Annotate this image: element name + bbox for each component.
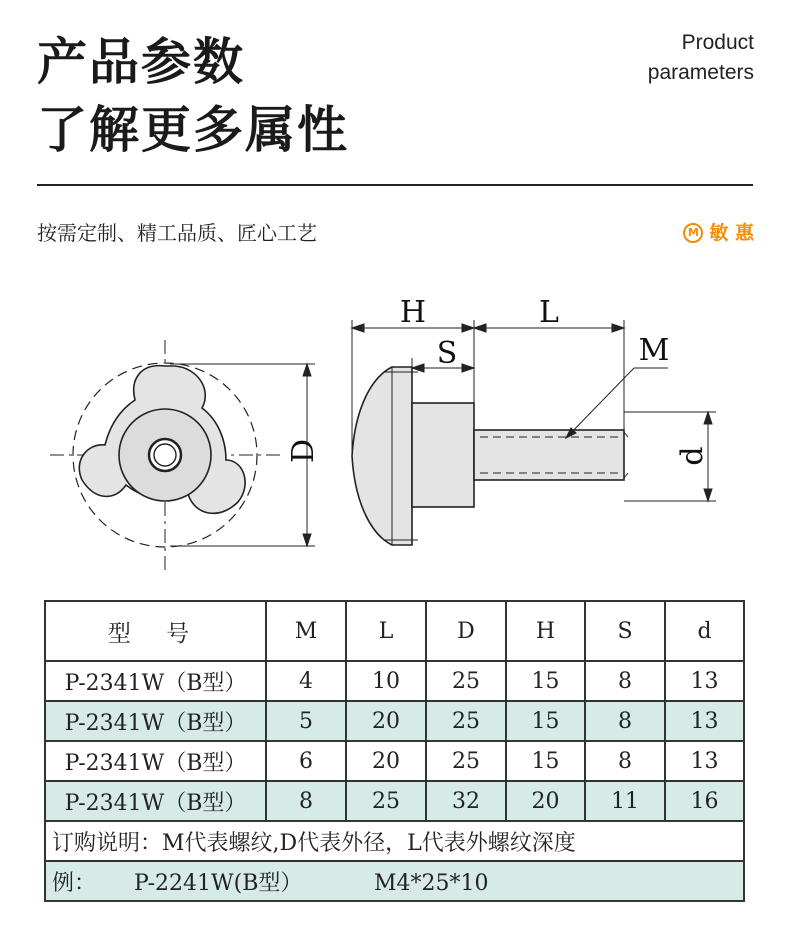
label-S: S bbox=[436, 336, 458, 371]
cell-L: 25 bbox=[346, 781, 426, 821]
front-view bbox=[50, 340, 280, 570]
cell-model: P-2341W（B型） bbox=[45, 781, 266, 821]
cell-model: P-2341W（B型） bbox=[45, 701, 266, 741]
example-model: P-2241W(B型） bbox=[134, 870, 303, 896]
cell-D: 32 bbox=[426, 781, 506, 821]
label-H: H bbox=[399, 295, 427, 330]
header-M: M bbox=[266, 601, 346, 661]
cell-D: 25 bbox=[426, 741, 506, 781]
cell-S: 8 bbox=[585, 661, 665, 701]
knob-shoulder bbox=[412, 403, 474, 507]
page-title-line-2: 了解更多属性 bbox=[37, 101, 349, 159]
example-cell bbox=[45, 861, 744, 901]
example-spec: M4*25*10 bbox=[374, 870, 489, 896]
cell-M: 4 bbox=[266, 661, 346, 701]
header-D: D bbox=[426, 601, 506, 661]
table-row bbox=[45, 661, 744, 701]
brand-mark-icon: M bbox=[683, 223, 703, 243]
header-d: d bbox=[665, 601, 744, 661]
technical-drawing bbox=[0, 280, 790, 580]
header-H: H bbox=[506, 601, 585, 661]
dimension-L bbox=[474, 320, 624, 430]
cell-L: 20 bbox=[346, 701, 426, 741]
cell-model: P-2341W（B型） bbox=[45, 661, 266, 701]
dimension-M bbox=[566, 368, 668, 438]
table-header-row bbox=[45, 601, 744, 661]
cell-d: 13 bbox=[665, 661, 744, 701]
knob-head-profile bbox=[352, 367, 412, 545]
slogan: 按需定制、精工品质、匠心工艺 bbox=[37, 221, 317, 245]
example-row bbox=[45, 861, 744, 901]
cell-H: 20 bbox=[506, 781, 585, 821]
table-row bbox=[45, 701, 744, 741]
english-title-line-2: parameters bbox=[647, 61, 754, 84]
table-row bbox=[45, 781, 744, 821]
order-note: 订购说明：M代表螺纹,D代表外径，L代表外螺纹深度 bbox=[45, 821, 744, 861]
header-model: 型 号 bbox=[45, 601, 266, 661]
header-L: L bbox=[346, 601, 426, 661]
side-view bbox=[352, 367, 628, 545]
cell-d: 13 bbox=[665, 701, 744, 741]
label-D: D bbox=[286, 438, 321, 464]
cell-L: 20 bbox=[346, 741, 426, 781]
brand-logo bbox=[683, 218, 754, 248]
header-S: S bbox=[585, 601, 665, 661]
cell-L: 10 bbox=[346, 661, 426, 701]
cell-M: 6 bbox=[266, 741, 346, 781]
page-title-line-1: 产品参数 bbox=[37, 33, 245, 91]
table-row bbox=[45, 741, 744, 781]
english-title-line-1: Product bbox=[681, 31, 754, 54]
example-label: 例： bbox=[52, 870, 97, 896]
cell-S: 11 bbox=[585, 781, 665, 821]
brand-name: 敏 惠 bbox=[709, 222, 754, 244]
cell-d: 13 bbox=[665, 741, 744, 781]
cell-H: 15 bbox=[506, 741, 585, 781]
cell-D: 25 bbox=[426, 661, 506, 701]
cell-D: 25 bbox=[426, 701, 506, 741]
cell-d: 16 bbox=[665, 781, 744, 821]
cell-S: 8 bbox=[585, 741, 665, 781]
spec-table bbox=[44, 600, 745, 902]
cell-S: 8 bbox=[585, 701, 665, 741]
label-d: d bbox=[675, 446, 710, 466]
cell-H: 15 bbox=[506, 661, 585, 701]
cell-M: 8 bbox=[266, 781, 346, 821]
cell-M: 5 bbox=[266, 701, 346, 741]
label-M: M bbox=[638, 333, 670, 368]
cell-H: 15 bbox=[506, 701, 585, 741]
label-L: L bbox=[539, 295, 559, 330]
header-divider bbox=[37, 184, 753, 186]
order-note-row bbox=[45, 821, 744, 861]
cell-model: P-2341W（B型） bbox=[45, 741, 266, 781]
